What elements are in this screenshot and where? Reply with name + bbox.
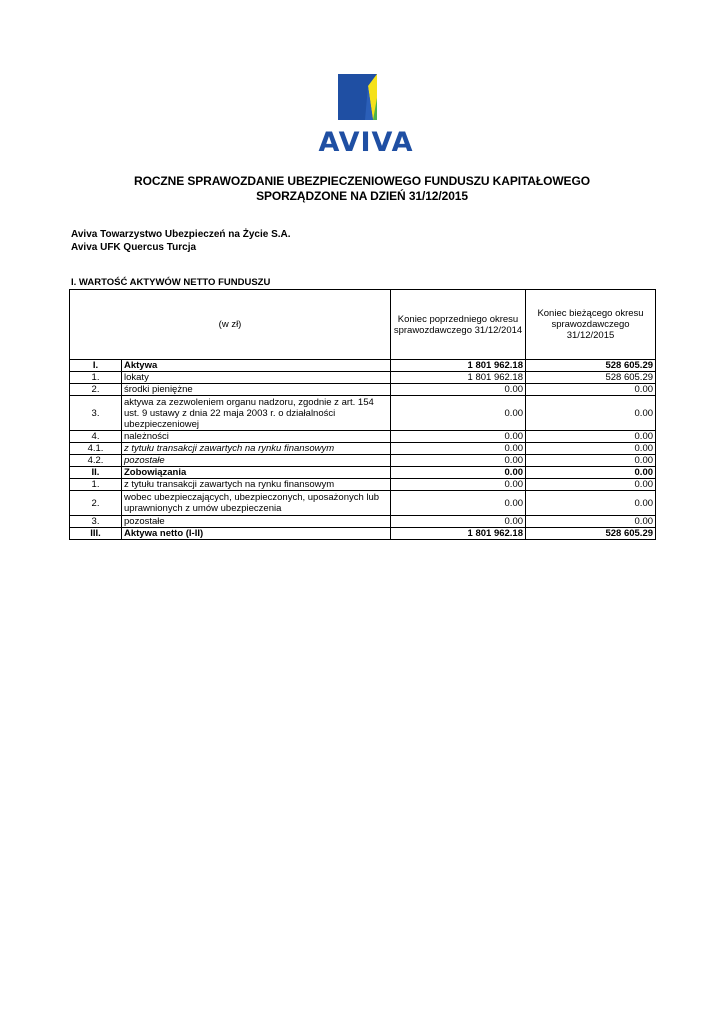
row-number: 2. — [70, 491, 122, 516]
prev-value: 0.00 — [391, 479, 526, 491]
table-row — [70, 467, 656, 479]
prev-value: 0.00 — [391, 516, 526, 528]
curr-value: 0.00 — [526, 479, 656, 491]
prev-value: 0.00 — [391, 396, 526, 431]
prev-value: 0.00 — [391, 384, 526, 396]
curr-value: 528 605.29 — [526, 528, 656, 540]
row-number: II. — [70, 467, 122, 479]
row-label: Aktywa netto (I-II) — [122, 528, 391, 540]
row-number: I. — [70, 360, 122, 372]
row-label: środki pieniężne — [122, 384, 391, 396]
curr-value: 0.00 — [526, 516, 656, 528]
report-title — [0, 174, 724, 204]
table-row — [70, 360, 656, 372]
curr-value: 0.00 — [526, 431, 656, 443]
fund-name: Aviva UFK Quercus Turcja — [71, 242, 197, 253]
row-number: 1. — [70, 479, 122, 491]
table-row — [70, 384, 656, 396]
prev-value: 1 801 962.18 — [391, 372, 526, 384]
prev-value: 0.00 — [391, 431, 526, 443]
report-title-line2: SPORZĄDZONE NA DZIEŃ 31/12/2015 — [256, 189, 468, 203]
prev-value: 1 801 962.18 — [391, 360, 526, 372]
unit-header: (w zł) — [70, 290, 391, 360]
table-row — [70, 431, 656, 443]
row-label: Zobowiązania — [122, 467, 391, 479]
row-number: 3. — [70, 396, 122, 431]
table-row — [70, 479, 656, 491]
curr-value: 528 605.29 — [526, 372, 656, 384]
row-number: 4.1. — [70, 443, 122, 455]
curr-period-header: Koniec bieżącego okresu sprawozdawczego 31/12/2015 — [526, 290, 656, 360]
row-number: 2. — [70, 384, 122, 396]
section-title: I. WARTOŚĆ AKTYWÓW NETTO FUNDUSZU — [71, 277, 271, 288]
row-label: należności — [122, 431, 391, 443]
prev-value: 0.00 — [391, 491, 526, 516]
row-number: 1. — [70, 372, 122, 384]
prev-value: 0.00 — [391, 467, 526, 479]
insurer-name: Aviva Towarzystwo Ubezpieczeń na Życie S.A. — [71, 229, 291, 240]
row-label: wobec ubezpieczających, ubezpieczonych, uposażonych lub uprawnionych z umów ubezpieczenia — [122, 491, 391, 516]
row-label: z tytułu transakcji zawartych na rynku finansowym — [122, 443, 391, 455]
table-row — [70, 372, 656, 384]
row-number: 4.2. — [70, 455, 122, 467]
report-title-line1: ROCZNE SPRAWOZDANIE UBEZPIECZENIOWEGO FUNDUSZU KAPITAŁOWEGO — [134, 174, 590, 188]
row-number: 4. — [70, 431, 122, 443]
svg-text:AVIVA: AVIVA — [318, 127, 414, 152]
table-row — [70, 396, 656, 431]
row-label: lokaty — [122, 372, 391, 384]
row-label: pozostałe — [122, 455, 391, 467]
curr-value: 0.00 — [526, 467, 656, 479]
table-row — [70, 455, 656, 467]
curr-value: 0.00 — [526, 443, 656, 455]
curr-value: 0.00 — [526, 384, 656, 396]
prev-value: 0.00 — [391, 443, 526, 455]
curr-value: 0.00 — [526, 491, 656, 516]
net-asset-value-table — [69, 289, 656, 540]
table-row — [70, 491, 656, 516]
prev-value: 1 801 962.18 — [391, 528, 526, 540]
table-row — [70, 516, 656, 528]
table-row — [70, 443, 656, 455]
company-info — [71, 228, 291, 254]
row-label: Aktywa — [122, 360, 391, 372]
table-header-row — [70, 290, 656, 360]
row-number: III. — [70, 528, 122, 540]
curr-value: 528 605.29 — [526, 360, 656, 372]
row-label: aktywa za zezwoleniem organu nadzoru, zgodnie z art. 154 ust. 9 ustawy z dnia 22 maja 2003 r. o działalności ubezpieczeniowej — [122, 396, 391, 431]
curr-value: 0.00 — [526, 396, 656, 431]
aviva-logo — [302, 72, 432, 152]
row-number: 3. — [70, 516, 122, 528]
prev-period-header: Koniec poprzedniego okresu sprawozdawczego 31/12/2014 — [391, 290, 526, 360]
row-label: pozostałe — [122, 516, 391, 528]
table-row — [70, 528, 656, 540]
prev-value: 0.00 — [391, 455, 526, 467]
row-label: z tytułu transakcji zawartych na rynku finansowym — [122, 479, 391, 491]
curr-value: 0.00 — [526, 455, 656, 467]
